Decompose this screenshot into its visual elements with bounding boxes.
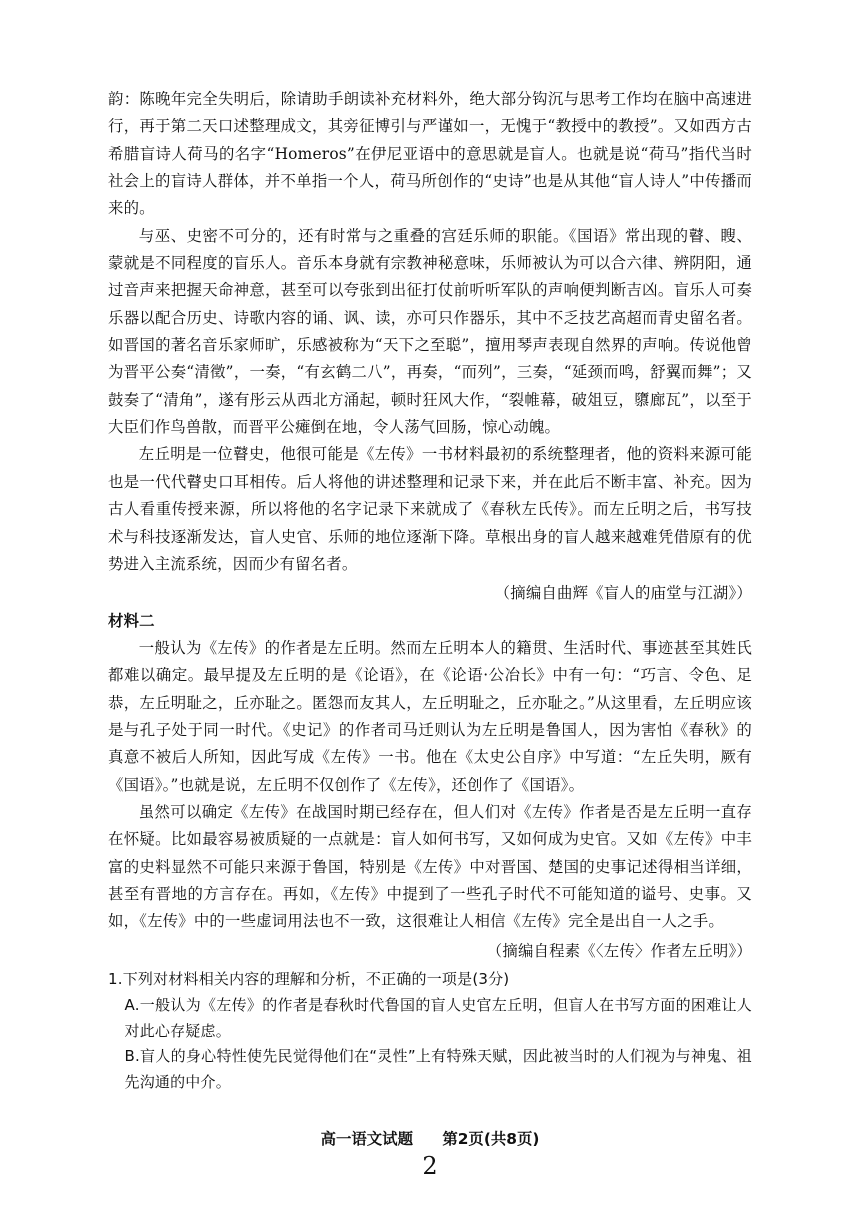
page-footer: [0, 1127, 860, 1149]
page-info: 第2页(共8页): [442, 1130, 540, 1148]
passage1-source: （摘编自曲辉《盲人的庙堂与江湖》）: [494, 584, 752, 603]
passage2-paragraph-2: 虽然可以确定《左传》在战国时期已经存在，但人们对《左传》作者是否是左丘明一直存在怀疑。比如最容易被质疑的一点就是：盲人如何书写，又如何成为史官。又如《左传》中丰富的史料显然不可能只来源于鲁国，特别是《左传》中对晋国、楚国的史事记述得相当详细，甚至有晋地的方言存在。再如，《左传》中提到了一些孔子时代不可能知道的谥号、史事。又如，《左传》中的一些虚词用法也不一致，这很难让人相信《左传》完全是出自一人之手。: [108, 802, 752, 931]
question-1: [108, 967, 752, 1096]
page-number: 2: [422, 1152, 438, 1180]
passage1-paragraph-2: 与巫、史密不可分的，还有时常与之重叠的宫廷乐师的职能。《国语》常出现的瞽、瞍、蒙就是不同程度的盲乐人。音乐本身就有宗教神秘意味，乐师被认为可以合六律、辨阴阳，通过音声来把握天命神意，甚至可以夸张到出征打仗前听听军队的声响便判断吉凶。盲乐人可奏乐器以配合历史、诗歌内容的诵、讽、读，亦可只作器乐，其中不乏技艺高超而青史留名者。如晋国的著名音乐家师旷，乐感被称为“天下之至聪”，擅用琴声表现自然界的声响。传说他曾为晋平公奏“清徵”，一奏，“有玄鹤二八”，再奏，“而列”，三奏，“延颈而鸣，舒翼而舞”；又鼓奏了“清角”，遂有彤云从西北方涌起，顿时狂风大作，“裂帷幕，破俎豆，隳廊瓦”，以至于大臣们作鸟兽散，而晋平公瘫倒在地，令人荡气回肠，惊心动魄。: [108, 226, 752, 437]
passage2-source: （摘编自程素《〈左传〉作者左丘明》）: [486, 941, 752, 960]
exam-title: 高一语文试题: [320, 1130, 413, 1148]
option-a: A.一般认为《左传》的作者是春秋时代鲁国的盲人史官左丘明，但盲人在书写方面的困难让人对此心存疑虑。: [124, 995, 752, 1040]
material-2-heading: 材料二: [108, 611, 155, 630]
passage1-paragraph-3: 左丘明是一位瞽史，他很可能是《左传》一书材料最初的系统整理者，他的资料来源可能也是一代代瞽史口耳相传。后人将他的讲述整理和记录下来，并在此后不断丰富、补充。因为古人看重传授来源，所以将他的名字记录下来就成了《春秋左氏传》。而左丘明之后，书写技术与科技逐渐发达，盲人史官、乐师的地位逐渐下降。草根出身的盲人越来越难凭借原有的优势进入主流系统，因而少有留名者。: [108, 445, 752, 573]
passage1-paragraph-1: 韵：陈晚年完全失明后，除请助手朗读补充材料外，绝大部分钩沉与思考工作均在脑中高速进行，再于第二天口述整理成文，其旁征博引与严谨如一，无愧于“教授中的教授”。又如西方古希腊盲诗人荷马的名字“Homeros”在伊尼亚语中的意思就是盲人。也就是说“荷马”指代当时社会上的盲诗人群体，并不单指一个人，荷马所创作的“史诗”也是从其他“盲人诗人”中传播而来的。: [108, 90, 752, 218]
passage2-paragraph-1: 一般认为《左传》的作者是左丘明。然而左丘明本人的籍贯、生活时代、事迹甚至其姓氏都难以确定。最早提及左丘明的是《论语》，在《论语·公冶长》中有一句：“巧言、令色、足恭，左丘明耻之，丘亦耻之。匿怨而友其人，左丘明耻之，丘亦耻之。”从这里看，左丘明应该是与孔子处于同一时代。《史记》的作者司马迁则认为左丘明是鲁国人，因为害怕《春秋》的真意不被后人所知，因此写成《左传》一书。他在《太史公自序》中写道：“左丘失明，厥有《国语》。”也就是说，左丘明不仅创作了《左传》，还创作了《国语》。: [108, 638, 752, 794]
page-content: [108, 86, 752, 1096]
option-b: B.盲人的身心特性使先民觉得他们在“灵性”上有特殊天赋，因此被当时的人们视为与神鬼、祖先沟通的中介。: [124, 1047, 752, 1092]
question-stem: 1.下列对材料相关内容的理解和分析，不正确的一项是(3分): [108, 970, 510, 988]
